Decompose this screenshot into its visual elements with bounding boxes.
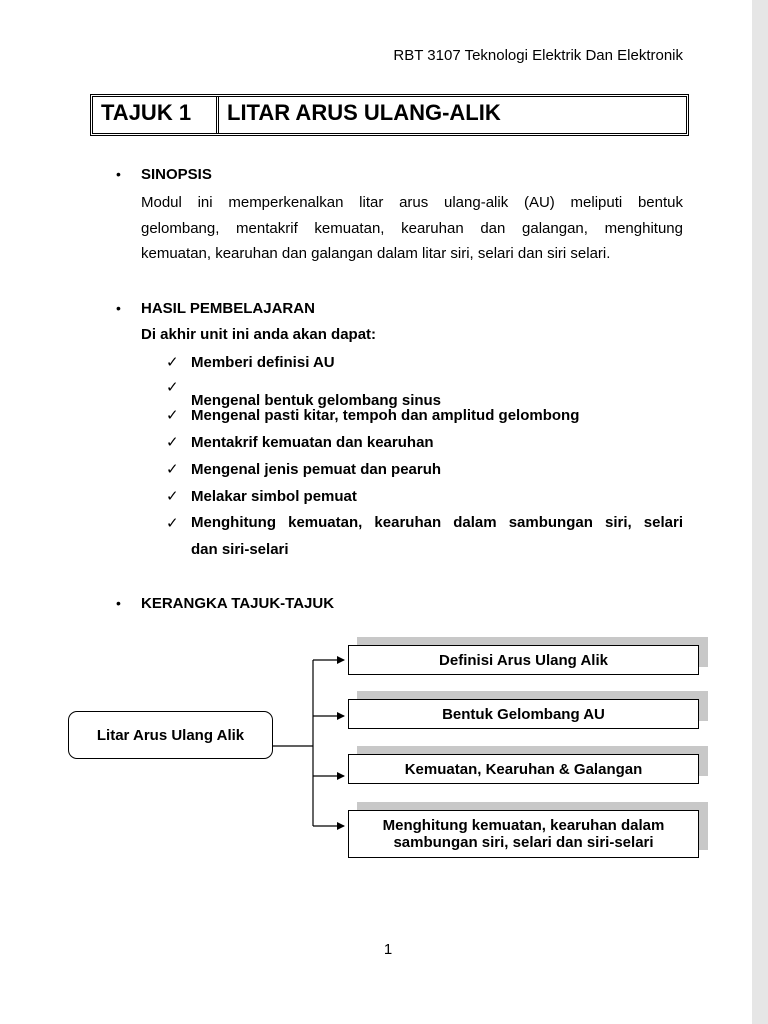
outcome-item: Mengenal bentuk gelombang sinus [191,392,442,409]
check-icon: ✓ [166,434,179,451]
bullet-hasil: • [116,300,121,316]
outcome-item: ✓ Mengenal jenis pemuat dan pearuh [166,461,442,478]
check-icon: ✓ [166,515,179,532]
sinopsis-line: kemuatan, kearuhan dan galangan dalam litar siri, selari dan siri selari. [141,245,611,262]
sinopsis-paragraph [141,190,683,267]
hasil-heading: HASIL PEMBELAJARAN [141,300,315,317]
sinopsis-line: Modul ini memperkenalkan litar arus ulang-alik (AU) meliputi bentuk [141,194,683,211]
sinopsis-heading: SINOPSIS [141,166,212,183]
check-icon: ✓ [166,379,179,396]
chapter-number: TAJUK 1 [93,97,219,133]
topic-node: Kemuatan, Kearuhan & Galangan [348,754,699,784]
root-topic-box: Litar Arus Ulang Alik [68,711,273,759]
outcome-item: ✓ Memberi definisi AU [166,354,335,371]
outcome-item: ✓ Melakar simbol pemuat [166,488,357,505]
chapter-title-box [90,94,689,136]
topic-node: Bentuk Gelombang AU [348,699,699,729]
kerangka-heading: KERANGKA TAJUK-TAJUK [141,595,335,612]
topic-node [348,810,699,858]
outcome-item: ✓ Mengenal pasti kitar, tempoh dan amplitud gelombong [166,407,580,424]
course-header: RBT 3107 Teknologi Elektrik Dan Elektronik [393,47,683,64]
sinopsis-line: gelombang, mentakrif kemuatan, kearuhan dan galangan, menghitung [141,219,683,237]
bullet-sinopsis: • [116,166,121,182]
topic-node: Definisi Arus Ulang Alik [348,645,699,675]
topic-node-line: Menghitung kemuatan, kearuhan dalam [382,817,665,834]
outcome-item: ✓ Mentakrif kemuatan dan kearuhan [166,434,434,451]
check-icon: ✓ [166,461,179,478]
topic-node-line: sambungan siri, selari dan siri-selari [393,834,654,851]
check-icon: ✓ [166,488,179,505]
chapter-title: LITAR ARUS ULANG-ALIK [227,100,501,125]
outcome-item: Menghitung kemuatan, kearuhan dalam sambungan siri, selari [191,514,683,531]
hasil-intro: Di akhir unit ini anda akan dapat: [141,326,377,343]
check-icon: ✓ [166,354,179,371]
bullet-kerangka: • [116,595,121,611]
check-icon: ✓ [166,407,179,424]
page-number: 1 [383,941,393,958]
outcome-item-continued: dan siri-selari [191,541,289,558]
